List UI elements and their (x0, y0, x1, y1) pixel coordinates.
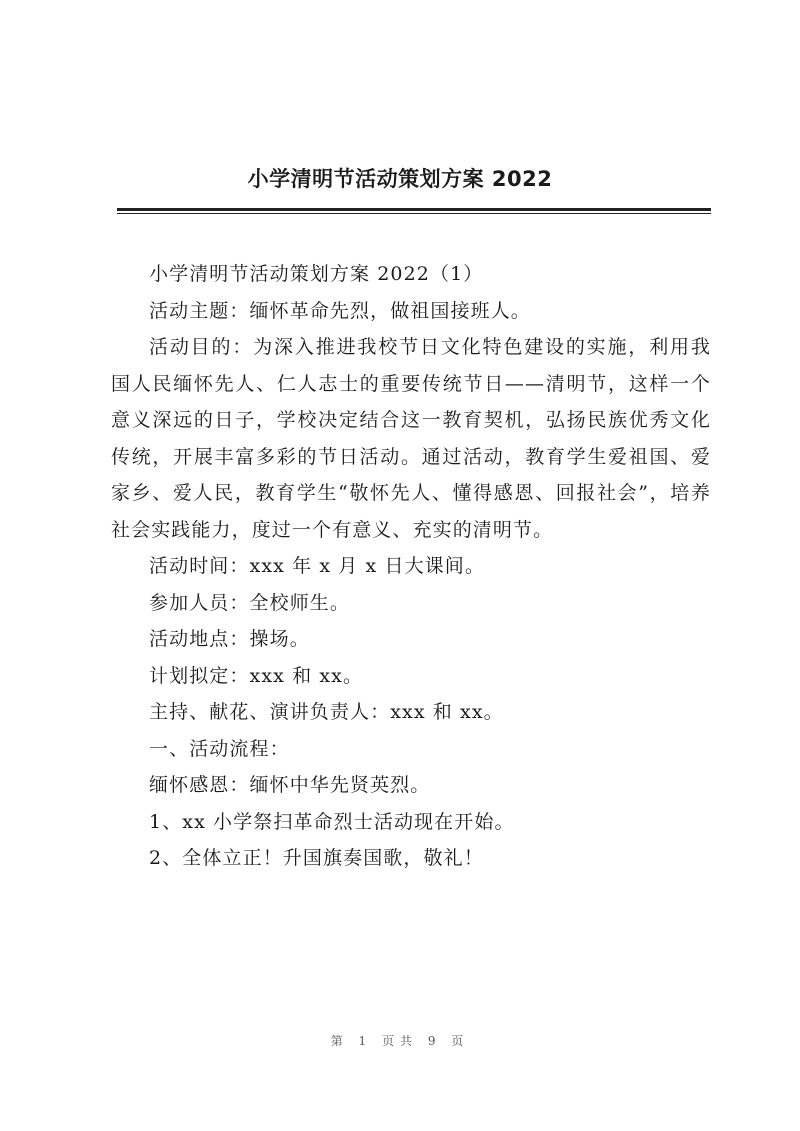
paragraph-step-1: 1、xx 小学祭扫革命烈士活动现在开始。 (149, 810, 515, 833)
paragraph-step-2: 2、全体立正！升国旗奏国歌，敬礼！ (149, 847, 484, 869)
paragraph-host: 主持、献花、演讲负责人：xxx 和 xx。 (149, 701, 504, 723)
paragraph-subtitle: 小学清明节活动策划方案 2022（1） (149, 263, 484, 285)
paragraph-location: 活动地点：操场。 (149, 628, 310, 650)
paragraph-theme: 活动主题：缅怀革命先烈，做祖国接班人。 (149, 299, 531, 322)
paragraph-purpose: 活动目的：为深入推进我校节日文化特色建设的实施，利用我国人民缅怀先人、仁人志士的重要传统节日——清明节，这样一个意义深远的日子，学校决定结合这一教育契机，弘扬民族优秀文化传统，开展丰富多彩的节日活动。通过活动，教育学生爱祖国、爱家乡、爱人民，教育学生“敬怀先人、懂得感恩、回报社会”，培养社会实践能力，度过一个有意义、充实的清明节。 (111, 336, 711, 541)
page-number-footer: 第 1 页共 9 页 (330, 1034, 470, 1048)
paragraph-section-heading: 一、活动流程： (149, 737, 290, 760)
paragraph-participants: 参加人员：全校师生。 (149, 591, 351, 614)
paragraph-remembrance: 缅怀感恩：缅怀中华先贤英烈。 (149, 774, 431, 796)
title-divider (117, 208, 711, 214)
document-body (111, 256, 711, 877)
document-title: 小学清明节活动策划方案 2022 (247, 167, 553, 191)
paragraph-planner: 计划拟定：xxx 和 xx。 (149, 664, 364, 687)
paragraph-time: 活动时间：xxx 年 x 月 x 日大课间。 (149, 555, 485, 577)
